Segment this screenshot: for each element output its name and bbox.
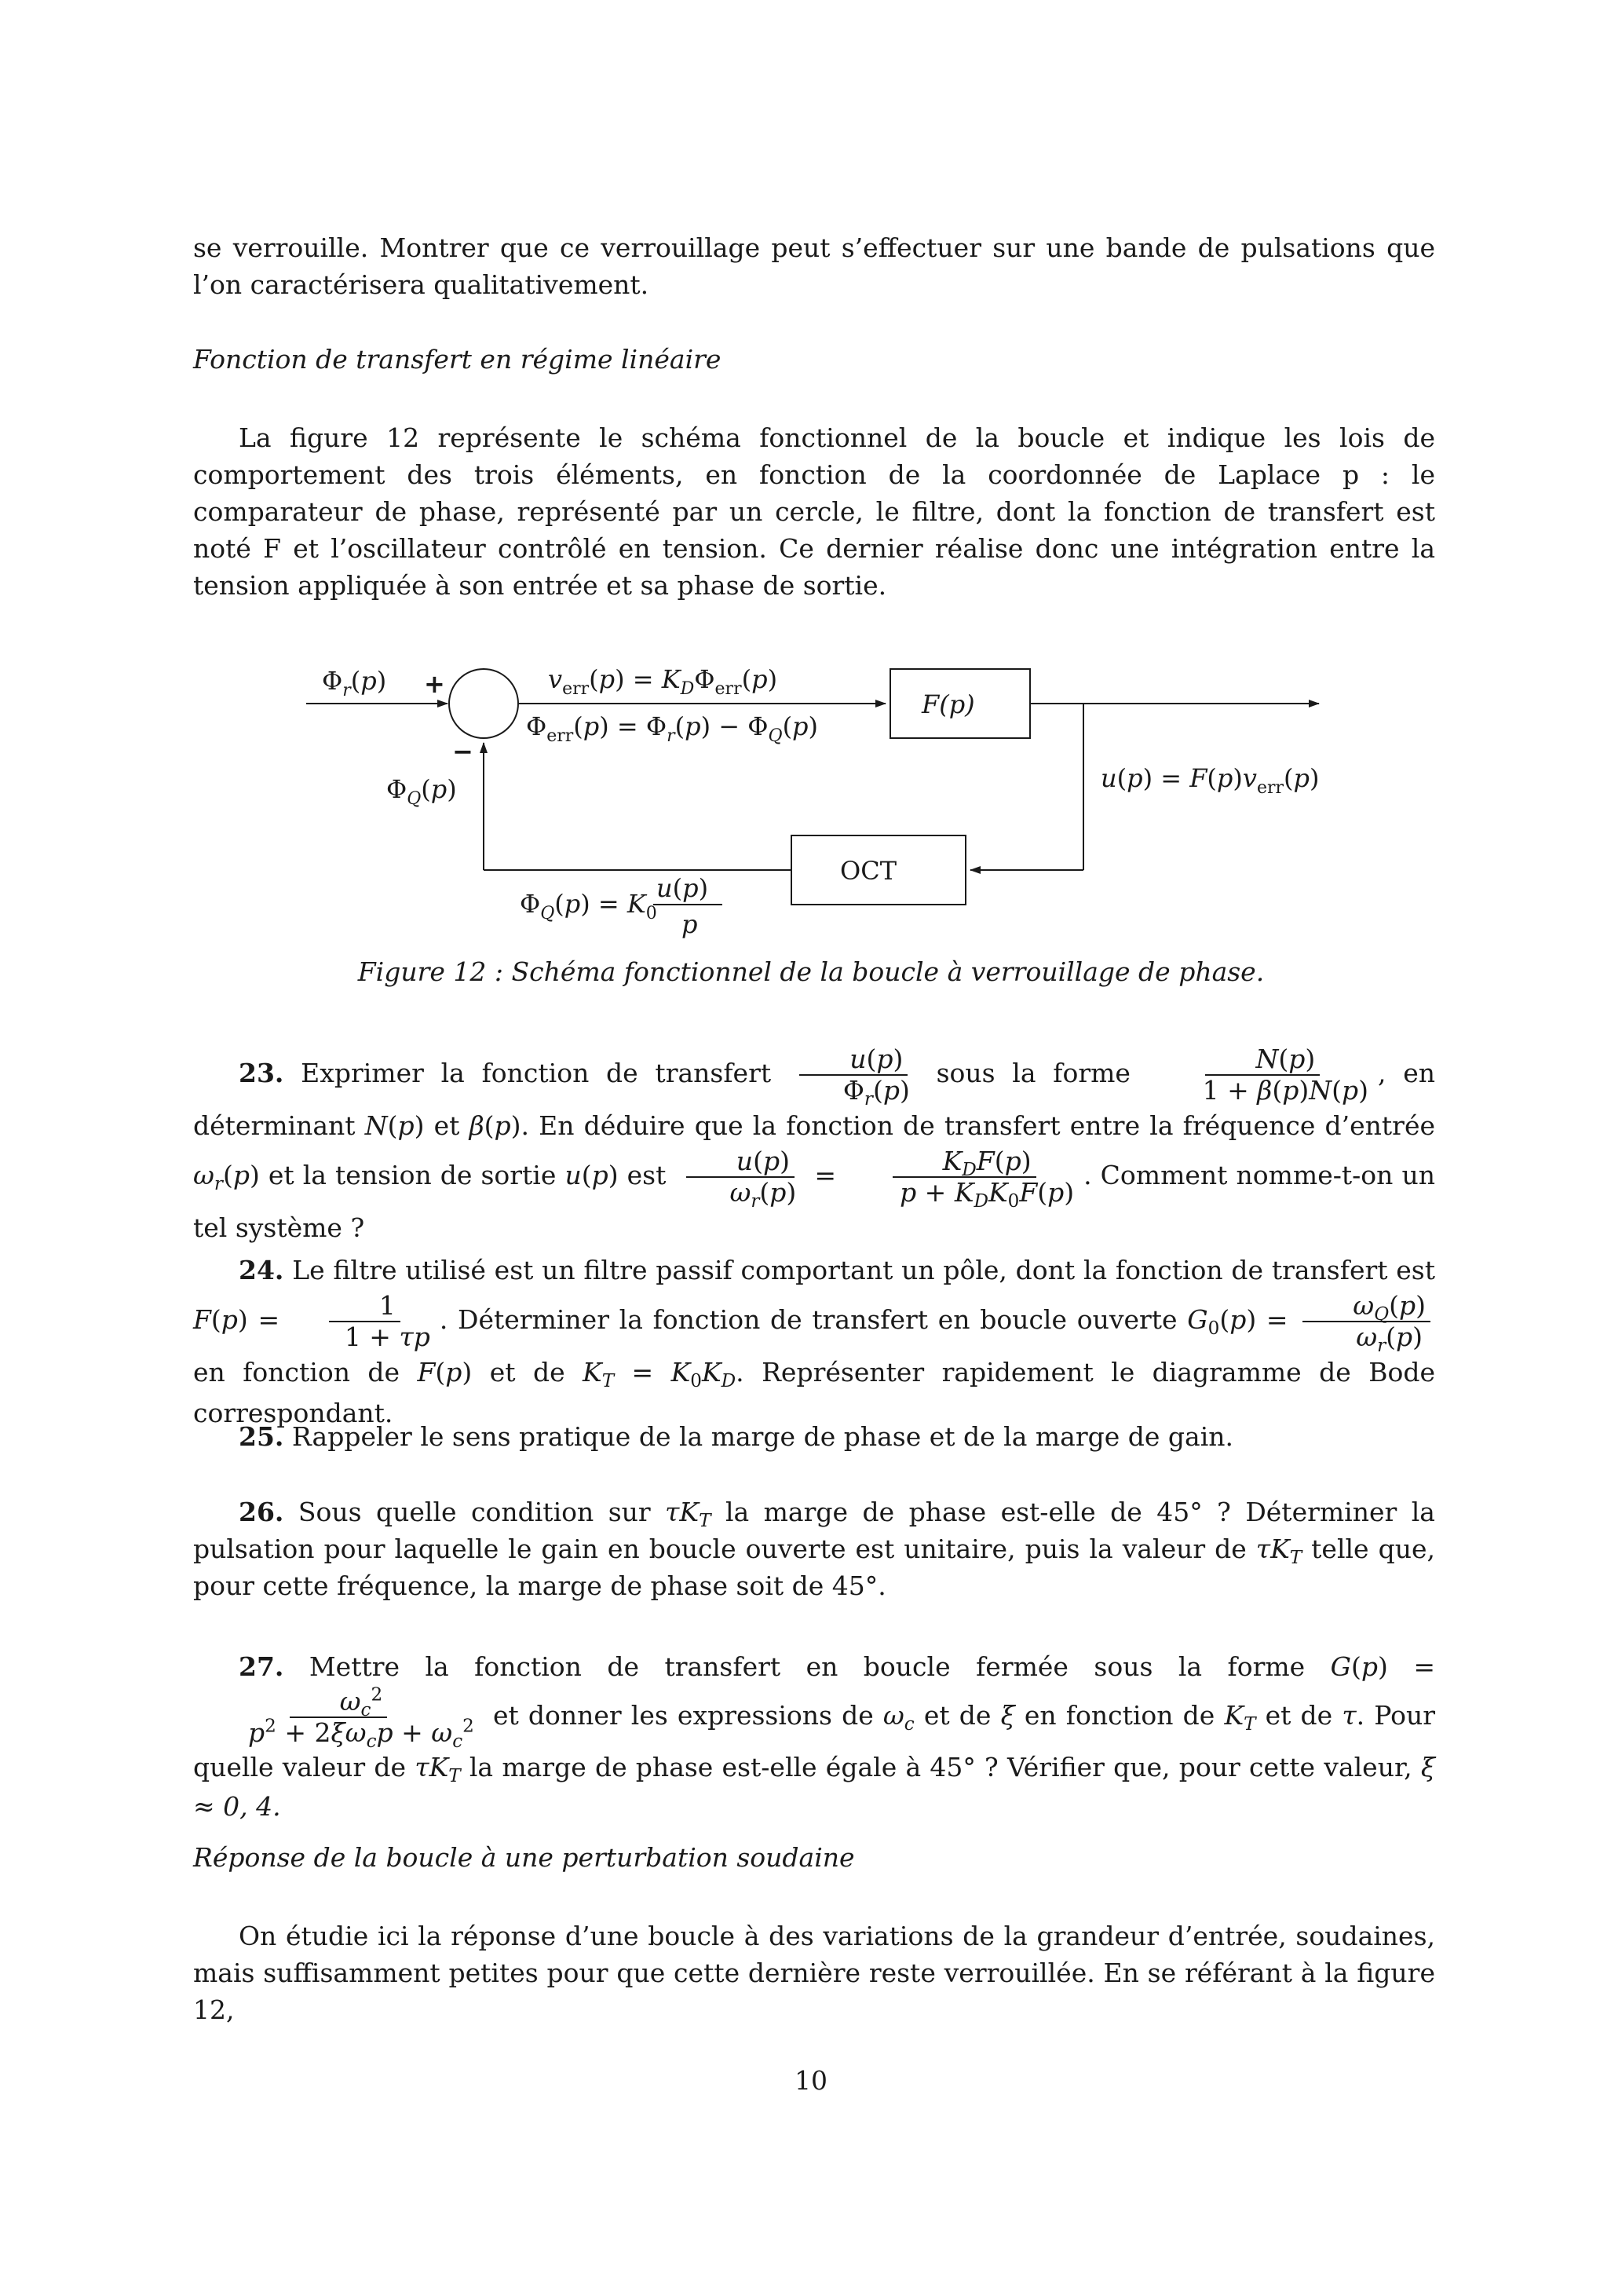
input-phase-label: $\Phi_r(p)$ — [322, 666, 387, 700]
question-24: 24. Le filtre utilisé est un filtre passif comportant un pôle, dont la fonction de transfert est F(p) = $\frac{1}{1 + \tau p}$ . Déterminer la fonction de transfert en boucle ouverte $G_0(p)$ = $\frac{\omega_Q(p)}{\omega_r(p)}$ en fonction de F(p) et de $K_T = K_0K_D$. Représenter rapidement le diagramme de Bode correspondant. — [193, 1255, 1435, 1428]
oct-law-numerator: u(p) — [656, 873, 709, 903]
page-number: 10 — [795, 2065, 827, 2096]
minus-sign: − — [452, 737, 473, 766]
question-25: 25. Rappeler le sens pratique de la marge de phase et de la marge de gain. — [239, 1421, 1233, 1452]
intro-paragraph: se verrouille. Montrer que ce verrouillage peut s’effectuer sur une bande de pulsations que l’on caractérisera qualitativement. — [193, 232, 1435, 300]
filter-block-label: F(p) — [922, 689, 975, 719]
oct-block-label: OCT — [840, 856, 897, 886]
filter-output-equation: $u(p) = F(p)v_{err}(p)$ — [1101, 763, 1320, 798]
transfer-fraction: $\frac{u(p)}{\Phi_r(p)}$ — [793, 1044, 915, 1106]
question-26: 26. Sous quelle condition sur $\tau K_T$ la marge de phase est-elle de 45° ? Déterminer la pulsation pour laquelle le gain en boucle ouverte est unitaire, puis la valeur de $\tau K_T$ telle que, pour cette fréquence, la marge de phase soit de 45°. — [193, 1497, 1435, 1601]
question-number: 26. — [239, 1497, 284, 1527]
oct-law-denominator: p — [681, 909, 698, 939]
oct-law-equation: $\Phi_Q(p) = K_0$ — [520, 889, 657, 923]
question-27: 27. Mettre la fonction de transfert en boucle fermée sous la forme G(p) = $\frac{\omega_c^2}{p^2 + 2\xi\omega_cp + \omega_c^2}$ et donner les expressions de $\omega_c$ et de ξ en fonction de $K_T$ et de τ. Pour quelle valeur de $\tau K_T$ la marge de phase est-elle égale à 45° ? Vérifier que, pour cette valeur, ξ ≈ 0, 4. — [193, 1651, 1436, 1822]
question-number: 27. — [239, 1651, 284, 1682]
figure-caption: Figure 12 : Schéma fonctionnel de la boucle à verrouillage de phase. — [357, 956, 1265, 987]
perturbation-paragraph: On étudie ici la réponse d’une boucle à des variations de la grandeur d’entrée, soudaines, mais suffisamment petites pour que cette dernière reste verrouillée. En se référant à la figure 12, — [193, 1921, 1435, 2025]
question-23: 23. Exprimer la fonction de transfert $\frac{u(p)}{\Phi_r(p)}$ sous la forme $\frac{N(p)}{1 + \beta(p)N(p)}$ , en déterminant N(p) et β(p). En déduire que la fonction de transfert entre la fréquence d’entrée $\omega_r(p)$ et la tension de sortie u(p) est $\frac{u(p)}{\omega_r(p)}$ = $\frac{K_DF(p)}{p + K_DK_0F(p)}$ . Comment nomme-t-on un tel système ? — [193, 1044, 1435, 1243]
feedback-phase-label: $\Phi_Q(p)$ — [386, 774, 457, 809]
form-fraction: $\frac{N(p)}{1 + \beta(p)N(p)}$ — [1202, 1044, 1368, 1106]
question-number: 25. — [239, 1421, 284, 1452]
section-heading-linear: Fonction de transfert en régime linéaire — [193, 344, 721, 375]
block-diagram — [298, 652, 1366, 950]
phase-comparator-circle — [449, 669, 518, 738]
error-phase-equation: $\Phi_{err}(p) = \Phi_r(p) - \Phi_Q(p)$ — [526, 711, 819, 746]
section-heading-perturbation: Réponse de la boucle à une perturbation soudaine — [193, 1842, 855, 1873]
plus-sign: + — [424, 669, 445, 699]
question-number: 24. — [239, 1255, 284, 1285]
question-number: 23. — [239, 1057, 284, 1088]
error-voltage-equation: $v_{err}(p) = K_D\Phi_{err}(p)$ — [548, 664, 778, 699]
figure-description-paragraph: La figure 12 représente le schéma fonctionnel de la boucle et indique les lois de comportement des trois éléments, en fonction de la coordonnée de Laplace p : le comparateur de phase, représenté par un cercle, le filtre, dont la fonction de transfert est noté F et l’oscillateur contrôlé en tension. Ce dernier réalise donc une intégration entre la tension appliquée à son entrée et sa phase de sortie. — [193, 422, 1435, 601]
